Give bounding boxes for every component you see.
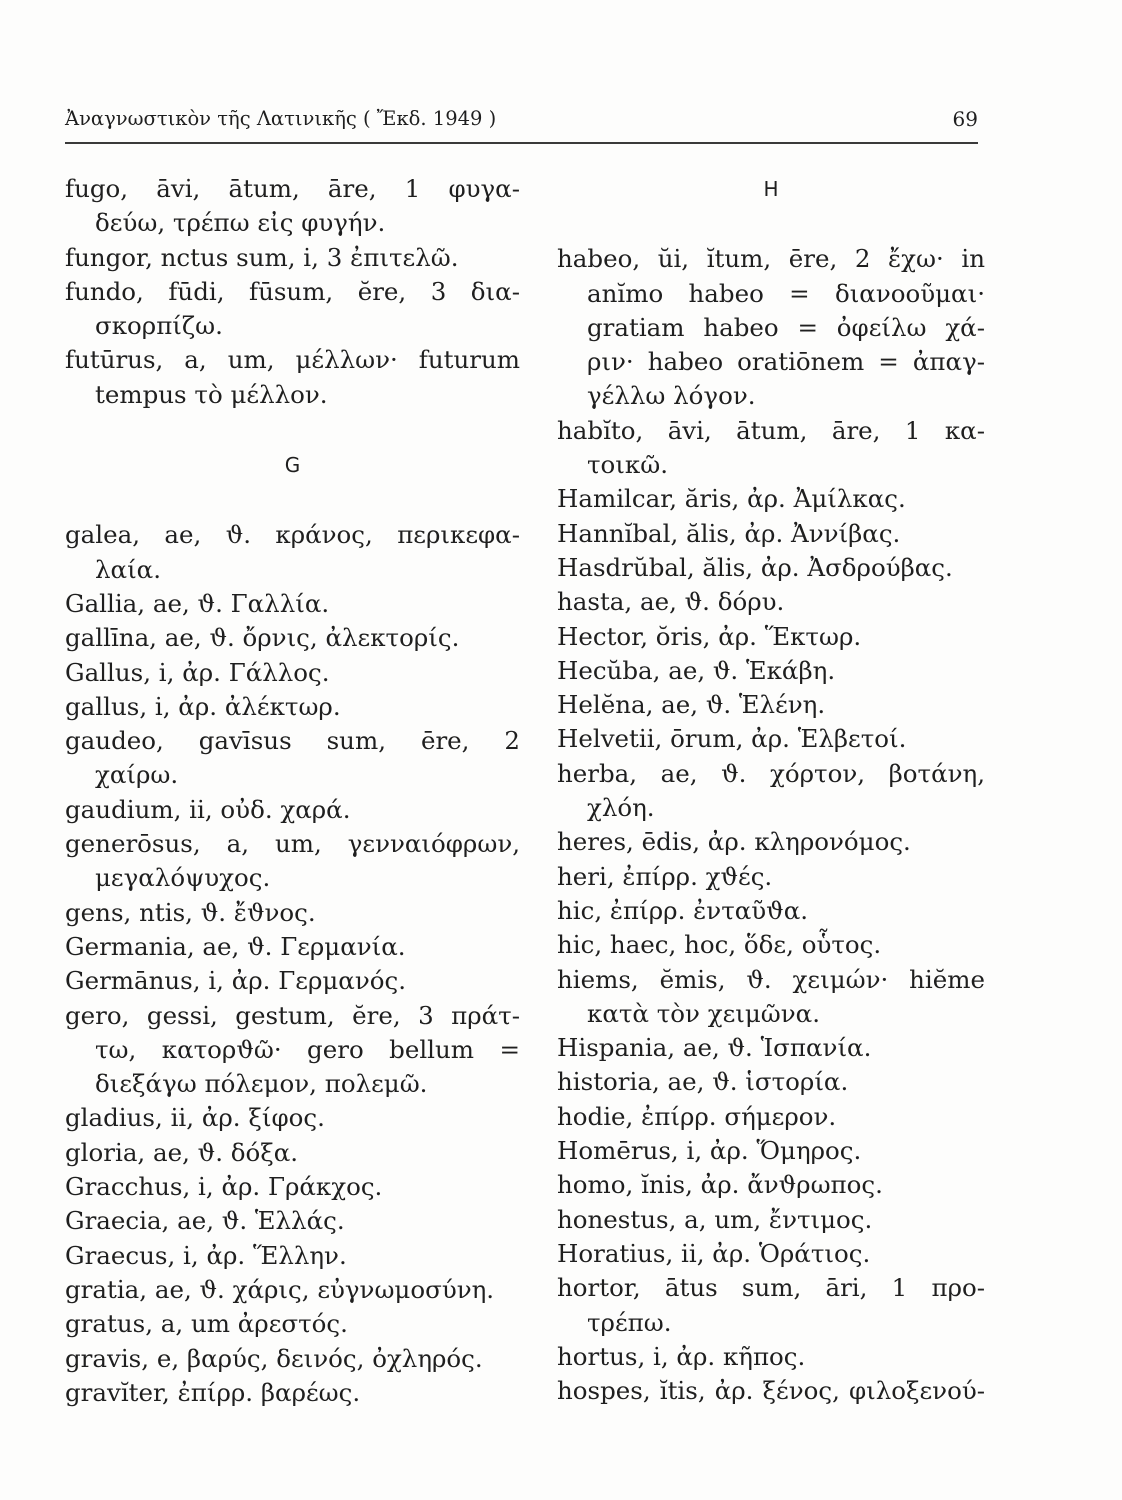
entry-headword-line: fungor, nctus sum, i, 3 ἐπιτελῶ. — [65, 242, 459, 272]
entry-continuation-line: τρέπω. — [587, 1307, 672, 1337]
glossary-entry — [557, 1100, 985, 1134]
glossary-entry — [65, 964, 520, 998]
entry-headword-line: futūrus, a, um, μέλλων· futurum — [65, 345, 520, 375]
glossary-entry — [65, 896, 520, 930]
glossary-entry — [557, 825, 985, 859]
entry-headword-line: gallus, i, ἀρ. ἀλέκτωρ. — [65, 691, 341, 721]
entry-headword-line: Hasdrŭbal, ălis, ἀρ. Ἀσδρούβας. — [557, 552, 953, 582]
entry-headword-line: Gallus, i, ἀρ. Γάλλος. — [65, 657, 330, 687]
entry-headword-line: hasta, ae, ϑ. δόρυ. — [557, 587, 785, 617]
glossary-entry — [65, 1136, 520, 1170]
glossary-entry — [65, 1101, 520, 1135]
glossary-entry — [65, 1342, 520, 1376]
entry-headword-line: Hecŭba, ae, ϑ. Ἑκάβη. — [557, 655, 836, 685]
entry-continuation-line: γέλλω λόγον. — [587, 381, 756, 411]
page-number: 69 — [952, 107, 978, 131]
entry-headword-line: Helvetii, ōrum, ἀρ. Ἑλβετοί. — [557, 724, 907, 754]
header-rule — [65, 142, 978, 144]
glossary-entry — [65, 518, 520, 587]
glossary-entry — [557, 1340, 985, 1374]
glossary-entry — [557, 1134, 985, 1168]
entry-headword-line: Gallia, ae, ϑ. Γαλλία. — [65, 588, 330, 618]
glossary-entry — [65, 1307, 520, 1341]
entry-continuation-line: σκορπίζω. — [95, 311, 223, 341]
entry-headword-line: Germania, ae, ϑ. Γερμανία. — [65, 931, 406, 961]
entry-continuation-line: χαίρω. — [95, 760, 179, 790]
glossary-entry — [557, 482, 985, 516]
glossary-entry — [65, 241, 520, 275]
glossary-entry — [65, 1273, 520, 1307]
entry-headword-line: gallīna, ae, ϑ. ὄρνις, ἀλεκτορίς. — [65, 623, 460, 653]
entry-headword-line: heri, ἐπίρρ. χϑές. — [557, 861, 773, 891]
entry-headword-line: Germānus, i, ἀρ. Γερμανός. — [65, 966, 406, 996]
glossary-entry — [65, 724, 520, 793]
entry-headword-line: generōsus, a, um, γενναιόφρων, — [65, 829, 520, 859]
glossary-entry — [557, 1237, 985, 1271]
entry-headword-line: hospes, ĭtis, ἀρ. ξένος, φιλοξενού- — [557, 1376, 985, 1406]
glossary-entry — [557, 894, 985, 928]
glossary-entry — [65, 1376, 520, 1410]
entry-headword-line: habeo, ŭi, ĭtum, ēre, 2 ἔχω· in — [557, 244, 985, 274]
entry-headword-line: gravis, e, βαρύς, δεινός, ὀχληρός. — [65, 1343, 483, 1373]
glossary-entry — [65, 587, 520, 621]
glossary-entry — [557, 1031, 985, 1065]
entry-headword-line: Graecus, i, ἀρ. Ἕλλην. — [65, 1240, 347, 1270]
glossary-entry — [557, 1065, 985, 1099]
entry-continuation-line: gratiam habeo = ὀφείλω χά- — [587, 312, 985, 342]
entry-continuation-line: δεύω, τρέπω εἰς φυγήν. — [95, 208, 386, 238]
glossary-entry — [65, 275, 520, 344]
entry-headword-line: gratia, ae, ϑ. χάρις, εὐγνωμοσύνη. — [65, 1274, 495, 1304]
glossary-column-right — [557, 172, 985, 1408]
entry-headword-line: gloria, ae, ϑ. δόξα. — [65, 1137, 299, 1167]
glossary-entry — [65, 1204, 520, 1238]
entry-headword-line: Graecia, ae, ϑ. Ἑλλάς. — [65, 1206, 345, 1236]
entry-headword-line: Hamilcar, ăris, ἀρ. Ἀμίλκας. — [557, 484, 906, 514]
glossary-column-left — [65, 172, 520, 1410]
glossary-entry — [557, 722, 985, 756]
glossary-entry — [557, 860, 985, 894]
glossary-entry — [557, 414, 985, 483]
entry-headword-line: gero, gessi, gestum, ĕre, 3 πράτ- — [65, 1000, 520, 1030]
glossary-entry — [557, 551, 985, 585]
glossary-entry — [65, 827, 520, 896]
entry-headword-line: hodie, ἐπίρρ. σήμερον. — [557, 1101, 837, 1131]
glossary-entry — [557, 688, 985, 722]
entry-continuation-line: τω, κατορϑῶ· gero bellum = — [95, 1034, 520, 1064]
entry-headword-line: heres, ēdis, ἀρ. κληρονόμος. — [557, 827, 911, 857]
entry-headword-line: herba, ae, ϑ. χόρτον, βοτάνη, — [557, 758, 985, 788]
glossary-entry — [65, 690, 520, 724]
entry-continuation-line: χλόη. — [587, 793, 655, 823]
entry-headword-line: historia, ae, ϑ. ἱστορία. — [557, 1067, 849, 1097]
entry-headword-line: gaudium, ii, οὐδ. χαρά. — [65, 794, 351, 824]
entry-continuation-line: διεξάγω πόλεμον, πολεμῶ. — [95, 1069, 428, 1099]
glossary-entry — [557, 963, 985, 1032]
entry-headword-line: hortor, ātus sum, āri, 1 προ- — [557, 1273, 985, 1303]
glossary-entry — [557, 620, 985, 654]
running-header-title: Ἀναγνωστικὸν τῆς Λατινικῆς ( Ἔκδ. 1949 ) — [65, 107, 497, 130]
glossary-entry — [65, 172, 520, 241]
glossary-entry — [557, 517, 985, 551]
entry-headword-line: galea, ae, ϑ. κράνος, περικεφα- — [65, 520, 520, 550]
entry-headword-line: Homērus, i, ἀρ. Ὅμηρος. — [557, 1136, 862, 1166]
entry-continuation-line: λαία. — [95, 554, 162, 584]
entry-headword-line: habĭto, āvi, ātum, āre, 1 κα- — [557, 415, 985, 445]
glossary-entry — [557, 928, 985, 962]
entry-headword-line: hiems, ĕmis, ϑ. χειμών· hiĕme — [557, 964, 985, 994]
glossary-entry — [65, 793, 520, 827]
glossary-entry — [557, 1168, 985, 1202]
glossary-entry — [557, 1203, 985, 1237]
glossary-entry — [65, 656, 520, 690]
section-letter-g: G — [284, 453, 301, 478]
entry-continuation-line: ριν· habeo oratiōnem = ἀπαγ- — [587, 347, 985, 377]
entry-continuation-line: τοικῶ. — [587, 450, 668, 480]
entry-headword-line: hic, ἐπίρρ. ἐνταῦϑα. — [557, 895, 809, 925]
entry-headword-line: hic, haec, hoc, ὅδε, οὗτος. — [557, 930, 882, 960]
glossary-entry — [65, 999, 520, 1102]
glossary-entry — [557, 757, 985, 826]
entry-headword-line: hortus, i, ἀρ. κῆπος. — [557, 1341, 806, 1371]
entry-headword-line: gens, ntis, ϑ. ἔϑνος. — [65, 897, 316, 927]
entry-headword-line: fundo, fūdi, fūsum, ĕre, 3 δια- — [65, 276, 520, 306]
entry-headword-line: gravĭter, ἐπίρρ. βαρέως. — [65, 1377, 361, 1407]
entry-headword-line: gaudeo, gavīsus sum, ēre, 2 — [65, 726, 520, 756]
glossary-entry — [65, 1239, 520, 1273]
entry-headword-line: honestus, a, um, ἔντιμος. — [557, 1204, 873, 1234]
glossary-entry — [65, 343, 520, 412]
entry-headword-line: fugo, āvi, ātum, āre, 1 φυγα- — [65, 174, 520, 203]
entry-headword-line: gratus, a, um ἀρεστός. — [65, 1309, 348, 1339]
entry-continuation-line: tempus τὸ μέλλον. — [95, 379, 328, 409]
entry-headword-line: Helĕna, ae, ϑ. Ἑλένη. — [557, 690, 826, 720]
entry-continuation-line: κατὰ τὸν χειμῶνα. — [587, 998, 821, 1028]
glossary-entry — [557, 1271, 985, 1340]
entry-headword-line: Horatius, ii, ἀρ. Ὁράτιος. — [557, 1238, 871, 1268]
glossary-entry — [557, 242, 985, 413]
glossary-entry — [65, 930, 520, 964]
entry-headword-line: Hector, ŏris, ἀρ. Ἕκτωρ. — [557, 621, 862, 651]
glossary-entry — [557, 1374, 985, 1408]
glossary-entry — [65, 1170, 520, 1204]
section-letter-h: H — [763, 177, 779, 201]
glossary-entry — [65, 621, 520, 655]
glossary-entry — [557, 585, 985, 619]
entry-continuation-line: anĭmo habeo = διανοοῦμαι· — [587, 278, 985, 308]
entry-continuation-line: μεγαλόψυχος. — [95, 863, 271, 893]
glossary-entry — [557, 654, 985, 688]
entry-headword-line: Gracchus, i, ἀρ. Γράκχος. — [65, 1172, 383, 1202]
entry-headword-line: Hannĭbal, ălis, ἀρ. Ἀννίβας. — [557, 518, 901, 548]
entry-headword-line: Hispania, ae, ϑ. Ἱσπανία. — [557, 1033, 872, 1063]
entry-headword-line: gladius, ii, ἀρ. ξίφος. — [65, 1103, 325, 1133]
entry-headword-line: homo, ĭnis, ἀρ. ἄνϑρωπος. — [557, 1170, 883, 1200]
